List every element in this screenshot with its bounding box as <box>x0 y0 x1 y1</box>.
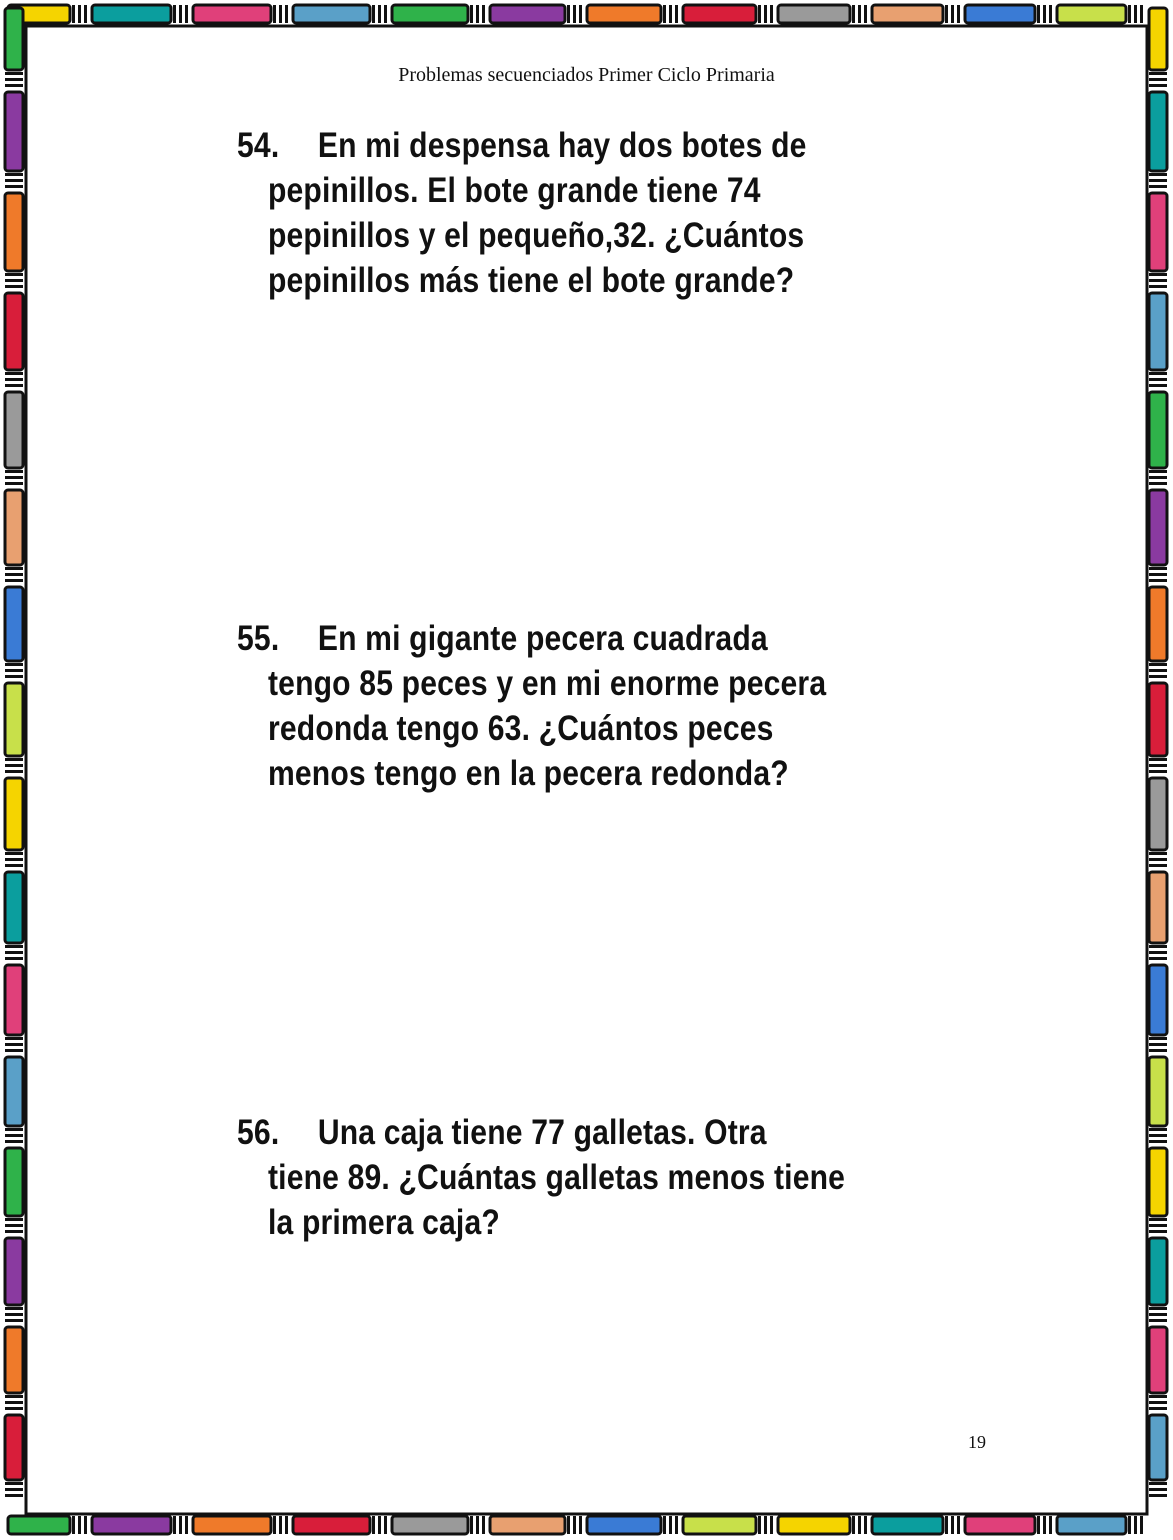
border-segment <box>392 1516 468 1534</box>
border-segment <box>5 392 23 468</box>
problem-text-line: pepinillos y el pequeño,32. ¿Cuántos <box>267 216 805 255</box>
border-tick <box>1149 1230 1167 1233</box>
border-tick <box>1149 1401 1167 1404</box>
border-tick <box>5 1307 23 1310</box>
border-segment <box>965 1516 1035 1534</box>
border-segment <box>872 1516 943 1534</box>
border-segment <box>1149 490 1167 565</box>
border-segment <box>683 5 756 23</box>
border-tick <box>1140 5 1143 23</box>
border-tick <box>72 5 75 23</box>
border-tick <box>5 669 23 672</box>
border-segment <box>5 92 23 171</box>
border-tick <box>179 1516 182 1534</box>
border-tick <box>1149 179 1167 182</box>
border-tick <box>951 5 954 23</box>
border-tick <box>1149 579 1167 582</box>
border-tick <box>5 179 23 182</box>
border-segment <box>1149 778 1167 850</box>
problem-text-line: pepinillos más tiene el bote grande? <box>267 261 795 300</box>
border-tick <box>5 482 23 485</box>
problem-54 <box>237 123 891 303</box>
problem-text-line: Una caja tiene 77 galletas. Otra <box>317 1113 767 1152</box>
border-tick <box>567 5 570 23</box>
border-tick <box>1149 273 1167 276</box>
border-tick <box>1149 1128 1167 1131</box>
problem-text-line: tiene 89. ¿Cuántas galletas menos tiene <box>267 1158 846 1197</box>
border-segment <box>1149 92 1167 171</box>
border-tick <box>1149 957 1167 960</box>
border-tick <box>1149 372 1167 375</box>
border-segment <box>8 1516 70 1534</box>
border-tick <box>476 1516 479 1534</box>
border-tick <box>1149 567 1167 570</box>
border-segment <box>293 5 370 23</box>
border-tick <box>758 1516 761 1534</box>
border-tick <box>858 5 861 23</box>
border-tick <box>5 1224 23 1227</box>
border-tick <box>5 764 23 767</box>
border-segment <box>965 5 1035 23</box>
border-segment <box>1149 8 1167 70</box>
border-tick <box>1128 5 1131 23</box>
border-tick <box>5 1043 23 1046</box>
border-tick <box>764 1516 767 1534</box>
border-tick <box>1149 482 1167 485</box>
border-tick <box>5 951 23 954</box>
border-tick <box>663 1516 666 1534</box>
border-tick <box>669 5 672 23</box>
border-tick <box>5 1313 23 1316</box>
border-tick <box>1149 669 1167 672</box>
problem-text-line: menos tengo en la pecera redonda? <box>267 754 789 793</box>
border-tick <box>5 663 23 666</box>
border-tick <box>864 1516 867 1534</box>
border-segment <box>5 683 23 756</box>
border-tick <box>5 1407 23 1410</box>
border-tick <box>384 1516 387 1534</box>
border-tick <box>372 1516 375 1534</box>
border-tick <box>5 378 23 381</box>
border-tick <box>1149 1407 1167 1410</box>
border-tick <box>1043 1516 1046 1534</box>
problem-number: 54. <box>237 126 280 165</box>
border-tick <box>5 1128 23 1131</box>
border-tick <box>1149 285 1167 288</box>
border-tick <box>1043 5 1046 23</box>
border-segment <box>587 1516 661 1534</box>
border-segment <box>1149 193 1167 271</box>
border-segment <box>778 1516 850 1534</box>
border-tick <box>579 5 582 23</box>
border-tick <box>1149 675 1167 678</box>
border-segment <box>1149 1327 1167 1393</box>
border-tick <box>1149 173 1167 176</box>
border-tick <box>1149 770 1167 773</box>
border-tick <box>173 1516 176 1534</box>
border-tick <box>5 1494 23 1497</box>
border-tick <box>5 579 23 582</box>
border-tick <box>1149 1313 1167 1316</box>
border-tick <box>1149 470 1167 473</box>
problem-number: 56. <box>237 1113 280 1152</box>
border-tick <box>1149 764 1167 767</box>
border-tick <box>5 573 23 576</box>
border-tick <box>5 372 23 375</box>
border-tick <box>5 758 23 761</box>
border-tick <box>1149 476 1167 479</box>
border-tick <box>5 1134 23 1137</box>
problem-text-line: la primera caja? <box>267 1203 500 1242</box>
border-tick <box>1149 858 1167 861</box>
border-tick <box>945 1516 948 1534</box>
border-tick <box>5 1218 23 1221</box>
border-tick <box>482 5 485 23</box>
problem-55 <box>237 616 891 796</box>
border-segment <box>5 8 23 70</box>
border-segment <box>5 872 23 943</box>
border-tick <box>675 1516 678 1534</box>
border-segment <box>1149 1057 1167 1126</box>
border-tick <box>5 1482 23 1485</box>
border-tick <box>5 476 23 479</box>
border-tick <box>1037 5 1040 23</box>
border-tick <box>5 173 23 176</box>
border-tick <box>1128 1516 1131 1534</box>
border-segment <box>1149 1148 1167 1216</box>
border-tick <box>5 957 23 960</box>
border-tick <box>5 1037 23 1040</box>
border-tick <box>285 1516 288 1534</box>
border-tick <box>5 1401 23 1404</box>
border-tick <box>476 5 479 23</box>
page-number: 19 <box>968 1432 986 1452</box>
border-segment <box>5 1057 23 1126</box>
border-segment <box>1149 392 1167 468</box>
border-tick <box>384 5 387 23</box>
border-segment <box>5 1148 23 1216</box>
border-tick <box>5 770 23 773</box>
border-segment <box>1149 872 1167 943</box>
border-segment <box>193 5 271 23</box>
border-tick <box>285 5 288 23</box>
border-tick <box>957 1516 960 1534</box>
border-tick <box>78 1516 81 1534</box>
border-tick <box>5 470 23 473</box>
border-segment <box>5 1238 23 1305</box>
page-header: Problemas secuenciados Primer Ciclo Primaria <box>398 64 775 86</box>
border-tick <box>864 5 867 23</box>
border-tick <box>179 5 182 23</box>
problem-text-line: tengo 85 peces y en mi enorme pecera <box>267 664 827 703</box>
border-tick <box>669 1516 672 1534</box>
border-tick <box>1149 1140 1167 1143</box>
border-tick <box>279 5 282 23</box>
border-tick <box>1149 1049 1167 1052</box>
problem-text-line: En mi gigante pecera cuadrada <box>317 619 768 658</box>
border-segment <box>1149 293 1167 370</box>
border-tick <box>957 5 960 23</box>
border-tick <box>1149 1488 1167 1491</box>
border-segment <box>1149 965 1167 1035</box>
border-segment <box>92 1516 171 1534</box>
border-tick <box>951 1516 954 1534</box>
border-segment <box>5 587 23 661</box>
border-segment <box>683 1516 756 1534</box>
border-tick <box>573 5 576 23</box>
border-segment <box>1149 587 1167 661</box>
border-segment <box>5 778 23 850</box>
border-tick <box>1149 378 1167 381</box>
border-tick <box>173 5 176 23</box>
border-tick <box>5 945 23 948</box>
border-tick <box>378 5 381 23</box>
border-tick <box>1149 1307 1167 1310</box>
border-tick <box>764 5 767 23</box>
border-tick <box>1149 1037 1167 1040</box>
border-tick <box>1149 852 1167 855</box>
border-segment <box>1149 1415 1167 1480</box>
border-segment <box>490 1516 565 1534</box>
border-tick <box>5 1395 23 1398</box>
border-segment <box>392 5 468 23</box>
border-tick <box>1149 945 1167 948</box>
problem-text-line: En mi despensa hay dos botes de <box>317 126 807 165</box>
border-segment <box>5 490 23 565</box>
border-tick <box>482 1516 485 1534</box>
border-tick <box>1149 1395 1167 1398</box>
border-tick <box>1149 663 1167 666</box>
border-tick <box>1037 1516 1040 1534</box>
border-tick <box>1149 1224 1167 1227</box>
border-tick <box>567 1516 570 1534</box>
border-tick <box>1049 1516 1052 1534</box>
border-tick <box>5 1049 23 1052</box>
border-tick <box>5 1488 23 1491</box>
border-tick <box>945 5 948 23</box>
border-tick <box>378 1516 381 1534</box>
border-tick <box>663 5 666 23</box>
border-tick <box>770 5 773 23</box>
border-segment <box>1149 683 1167 756</box>
border-tick <box>1134 1516 1137 1534</box>
border-segment <box>490 5 565 23</box>
border-tick <box>185 5 188 23</box>
border-tick <box>5 1319 23 1322</box>
border-tick <box>78 5 81 23</box>
border-tick <box>573 1516 576 1534</box>
border-tick <box>5 567 23 570</box>
problem-text-line: redonda tengo 63. ¿Cuántos peces <box>267 709 774 748</box>
problem-number: 55. <box>237 619 280 658</box>
border-tick <box>1149 1494 1167 1497</box>
border-tick <box>5 675 23 678</box>
border-tick <box>273 5 276 23</box>
border-tick <box>5 1140 23 1143</box>
border-tick <box>1149 1319 1167 1322</box>
border-tick <box>1140 1516 1143 1534</box>
border-tick <box>1049 5 1052 23</box>
border-tick <box>579 1516 582 1534</box>
border-tick <box>852 1516 855 1534</box>
border-tick <box>5 864 23 867</box>
border-tick <box>470 1516 473 1534</box>
border-tick <box>84 1516 87 1534</box>
border-tick <box>5 852 23 855</box>
border-tick <box>84 5 87 23</box>
problem-56 <box>237 1110 891 1245</box>
border-tick <box>273 1516 276 1534</box>
border-segment <box>293 1516 370 1534</box>
border-tick <box>1149 758 1167 761</box>
border-tick <box>1149 1043 1167 1046</box>
border-tick <box>1149 1482 1167 1485</box>
border-segment <box>5 1415 23 1480</box>
border-tick <box>1149 279 1167 282</box>
border-tick <box>279 1516 282 1534</box>
border-tick <box>72 1516 75 1534</box>
border-tick <box>5 384 23 387</box>
border-tick <box>5 279 23 282</box>
border-segment <box>92 5 171 23</box>
border-tick <box>675 5 678 23</box>
border-segment <box>5 193 23 271</box>
border-tick <box>5 1230 23 1233</box>
problem-text-line: pepinillos. El bote grande tiene 74 <box>267 171 761 210</box>
border-tick <box>852 5 855 23</box>
border-segment <box>5 1327 23 1393</box>
border-segment <box>1149 1238 1167 1305</box>
border-tick <box>372 5 375 23</box>
border-tick <box>1134 5 1137 23</box>
border-tick <box>5 273 23 276</box>
border-tick <box>1149 384 1167 387</box>
border-tick <box>758 5 761 23</box>
border-segment <box>778 5 850 23</box>
border-tick <box>5 858 23 861</box>
border-tick <box>858 1516 861 1534</box>
border-tick <box>1149 1218 1167 1221</box>
border-segment <box>1057 1516 1126 1534</box>
border-tick <box>5 285 23 288</box>
border-tick <box>1149 864 1167 867</box>
border-tick <box>1149 1134 1167 1137</box>
border-tick <box>470 5 473 23</box>
border-segment <box>1057 5 1126 23</box>
border-tick <box>185 1516 188 1534</box>
border-segment <box>872 5 943 23</box>
border-segment <box>5 965 23 1035</box>
border-segment <box>5 293 23 370</box>
border-tick <box>770 1516 773 1534</box>
border-tick <box>5 185 23 188</box>
border-tick <box>1149 185 1167 188</box>
border-tick <box>1149 573 1167 576</box>
border-segment <box>587 5 661 23</box>
border-tick <box>1149 951 1167 954</box>
border-segment <box>193 1516 271 1534</box>
